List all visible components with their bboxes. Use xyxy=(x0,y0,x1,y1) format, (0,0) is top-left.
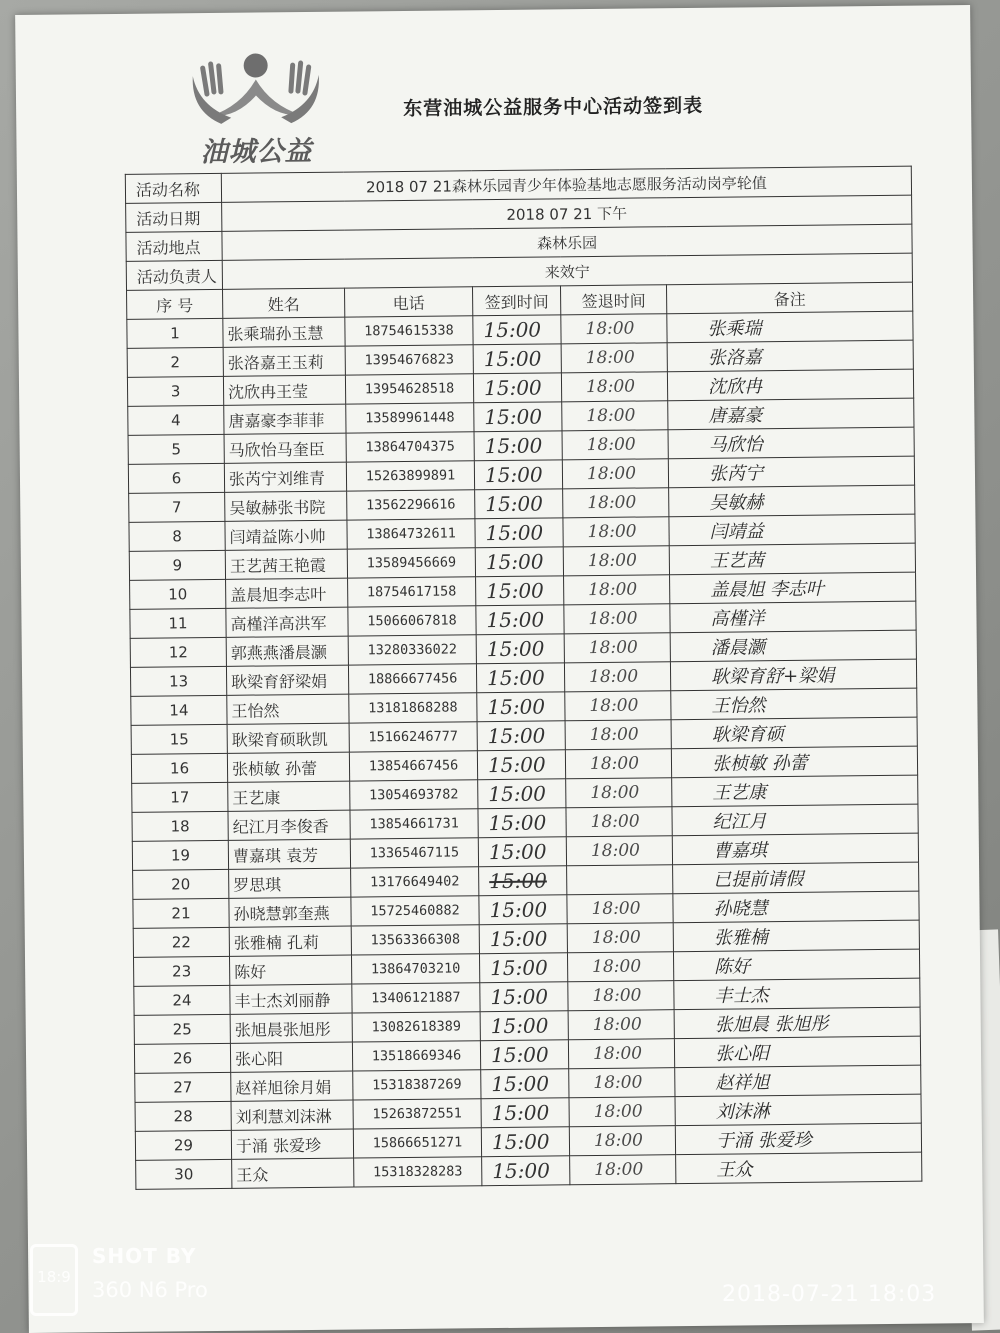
sign-out-time xyxy=(567,865,673,895)
page-title: 东营油城公益服务中心活动签到表 xyxy=(403,94,704,120)
row-number: 26 xyxy=(134,1043,230,1073)
sign-in-table xyxy=(125,166,923,1190)
remark-signature: 闫靖益 xyxy=(669,514,915,546)
remark-signature: 赵祥旭 xyxy=(675,1065,921,1097)
sign-in-time: 15:00 xyxy=(481,1069,569,1099)
info-label: 活动地点 xyxy=(126,231,222,261)
phone-number: 18754617158 xyxy=(348,577,476,607)
person-name: 张旭晨张旭彤 xyxy=(230,1013,352,1043)
row-number: 16 xyxy=(131,753,227,783)
watermark-camera-model: 360 N6 Pro xyxy=(92,1278,208,1302)
sign-out-time: 18:00 xyxy=(564,662,670,692)
remark-signature: 王艺康 xyxy=(672,775,918,807)
phone-number: 13406121887 xyxy=(352,983,480,1013)
sign-out-time: 18:00 xyxy=(567,923,673,953)
sign-out-time: 18:00 xyxy=(569,1068,675,1098)
info-label: 活动名称 xyxy=(125,173,221,203)
column-header: 电话 xyxy=(345,287,473,317)
phone-number: 13864704375 xyxy=(346,432,474,462)
sign-out-time: 18:00 xyxy=(563,546,669,576)
sign-out-time: 18:00 xyxy=(566,807,672,837)
phone-number: 13864732611 xyxy=(347,519,475,549)
sign-out-time: 18:00 xyxy=(565,720,671,750)
person-name: 耿梁育硕耿凯 xyxy=(227,723,349,753)
sign-in-time: 15:00 xyxy=(480,982,568,1012)
sign-out-time: 18:00 xyxy=(568,1010,674,1040)
sign-out-time: 18:00 xyxy=(561,343,667,373)
phone-number: 13181868288 xyxy=(349,693,477,723)
phone-number: 13518669346 xyxy=(352,1041,480,1071)
info-value: 2018 07 21森林乐园青少年体验基地志愿服务活动岗亭轮值 xyxy=(221,166,911,202)
sign-in-time: 15:00 xyxy=(473,373,561,403)
row-number: 27 xyxy=(135,1072,231,1102)
remark-signature: 曹嘉琪 xyxy=(672,833,918,865)
row-number: 11 xyxy=(130,608,226,638)
remark-signature: 孙晓慧 xyxy=(673,891,919,923)
row-number: 6 xyxy=(128,463,224,493)
sign-out-time: 18:00 xyxy=(566,836,672,866)
row-number: 12 xyxy=(130,637,226,667)
row-number: 5 xyxy=(128,434,224,464)
person-name: 王众 xyxy=(232,1158,354,1188)
row-number: 20 xyxy=(133,869,229,899)
phone-number: 13589961448 xyxy=(346,403,474,433)
remark-signature: 耿梁育硕 xyxy=(671,717,917,749)
row-number: 7 xyxy=(129,492,225,522)
person-name: 沈欣冉王莹 xyxy=(223,375,345,405)
info-label: 活动日期 xyxy=(126,202,222,232)
sign-out-time: 18:00 xyxy=(564,575,670,605)
info-value: 森林乐园 xyxy=(222,224,912,260)
phone-number: 13954676823 xyxy=(345,345,473,375)
remark-signature: 张旭晨 张旭彤 xyxy=(674,1007,920,1039)
sign-in-time: 15:00 xyxy=(476,663,564,693)
person-name: 丰士杰刘丽静 xyxy=(230,984,352,1014)
row-number: 25 xyxy=(134,1014,230,1044)
person-name: 唐嘉豪李菲菲 xyxy=(224,404,346,434)
row-number: 3 xyxy=(127,376,223,406)
person-name: 闫靖益陈小帅 xyxy=(225,520,347,550)
remark-signature: 耿梁育舒+梁娟 xyxy=(670,659,916,691)
row-number: 10 xyxy=(130,579,226,609)
watermark-time-badge: 18:9 xyxy=(30,1244,78,1316)
remark-signature: 已提前请假 xyxy=(673,862,919,894)
phone-number: 15725460882 xyxy=(351,896,479,926)
remark-signature: 陈好 xyxy=(673,949,919,981)
person-name: 吴敏赫张书院 xyxy=(225,491,347,521)
phone-number: 15263872551 xyxy=(353,1099,481,1129)
sign-in-time: 15:00 xyxy=(480,1011,568,1041)
sign-out-time: 18:00 xyxy=(569,1097,675,1127)
phone-number: 18754615338 xyxy=(345,316,473,346)
remark-signature: 张雅楠 xyxy=(673,920,919,952)
sign-in-time: 15:00 xyxy=(479,866,567,896)
person-name: 曹嘉琪 袁芳 xyxy=(228,839,350,869)
sign-in-time: 15:00 xyxy=(475,547,563,577)
info-value: 2018 07 21 下午 xyxy=(222,195,912,231)
remark-signature: 张芮宁 xyxy=(668,456,914,488)
logo-text: 油城公益 xyxy=(200,135,313,169)
remark-signature: 张桢敏 孙蕾 xyxy=(671,746,917,778)
remark-signature: 沈欣冉 xyxy=(667,369,913,401)
row-number: 4 xyxy=(128,405,224,435)
row-number: 30 xyxy=(136,1159,232,1189)
row-number: 28 xyxy=(135,1101,231,1131)
sign-out-time: 18:00 xyxy=(567,952,673,982)
remark-signature: 王怡然 xyxy=(671,688,917,720)
sign-in-time: 15:00 xyxy=(476,634,564,664)
phone-number: 15318328283 xyxy=(354,1157,482,1187)
remark-signature: 张洛嘉 xyxy=(667,340,913,372)
row-number: 18 xyxy=(132,811,228,841)
sign-in-time: 15:00 xyxy=(478,808,566,838)
sign-out-time: 18:00 xyxy=(562,459,668,489)
sign-out-time: 18:00 xyxy=(565,691,671,721)
sheet-header xyxy=(140,31,911,174)
sign-in-time: 15:00 xyxy=(481,1127,569,1157)
remark-signature: 高槿洋 xyxy=(670,601,916,633)
sign-out-time: 18:00 xyxy=(561,314,667,344)
sign-out-time: 18:00 xyxy=(561,372,667,402)
person-name: 张洛嘉王玉莉 xyxy=(223,346,345,376)
remark-signature: 马欣怡 xyxy=(668,427,914,459)
sign-in-time: 15:00 xyxy=(480,1040,568,1070)
phone-number: 13954628518 xyxy=(345,374,473,404)
sign-in-time: 15:00 xyxy=(479,924,567,954)
phone-number: 13864703210 xyxy=(351,954,479,984)
person-name: 王艺茜王艳霞 xyxy=(225,549,347,579)
sign-out-time: 18:00 xyxy=(569,1126,675,1156)
row-number: 24 xyxy=(134,985,230,1015)
sign-in-time: 15:00 xyxy=(482,1156,570,1186)
sign-out-time: 18:00 xyxy=(563,517,669,547)
phone-number: 13054693782 xyxy=(350,780,478,810)
remark-signature: 唐嘉豪 xyxy=(668,398,914,430)
row-number: 29 xyxy=(135,1130,231,1160)
sign-in-time: 15:00 xyxy=(473,315,561,345)
column-header: 姓名 xyxy=(223,288,345,318)
sign-out-time: 18:00 xyxy=(564,604,670,634)
sign-in-time: 15:00 xyxy=(478,837,566,867)
remark-signature: 纪江月 xyxy=(672,804,918,836)
column-header: 序 号 xyxy=(127,289,223,319)
person-name: 张雅楠 孔莉 xyxy=(229,926,351,956)
phone-number: 13562296616 xyxy=(347,490,475,520)
remark-signature: 张心阳 xyxy=(674,1036,920,1068)
remark-signature: 王众 xyxy=(676,1152,922,1184)
phone-number: 15066067818 xyxy=(348,606,476,636)
remark-signature: 于涌 张爱珍 xyxy=(675,1123,921,1155)
row-number: 19 xyxy=(132,840,228,870)
phone-number: 15263899891 xyxy=(346,461,474,491)
watermark-shot-by: SHOT BY xyxy=(92,1244,197,1268)
phone-number: 13082618389 xyxy=(352,1012,480,1042)
sign-out-time: 18:00 xyxy=(570,1155,676,1185)
row-number: 15 xyxy=(131,724,227,754)
phone-number: 13854661731 xyxy=(350,809,478,839)
row-number: 1 xyxy=(127,318,223,348)
person-name: 于涌 张爱珍 xyxy=(231,1129,353,1159)
remark-signature: 吴敏赫 xyxy=(669,485,915,517)
person-name: 陈好 xyxy=(229,955,351,985)
person-name: 王怡然 xyxy=(227,694,349,724)
sign-in-time: 15:00 xyxy=(474,402,562,432)
person-name: 郭燕燕潘晨灏 xyxy=(226,636,348,666)
row-number: 22 xyxy=(133,927,229,957)
person-name: 王艺康 xyxy=(228,781,350,811)
sign-out-time: 18:00 xyxy=(562,430,668,460)
person-name: 高槿洋高洪军 xyxy=(226,607,348,637)
row-number: 13 xyxy=(130,666,226,696)
row-number: 2 xyxy=(127,347,223,377)
sign-in-time: 15:00 xyxy=(474,431,562,461)
phone-number: 13563366308 xyxy=(351,925,479,955)
sign-in-time: 15:00 xyxy=(478,779,566,809)
person-name: 盖晨旭李志叶 xyxy=(226,578,348,608)
column-header: 签退时间 xyxy=(560,285,666,315)
sign-in-time: 15:00 xyxy=(477,721,565,751)
person-name: 马欣怡马奎臣 xyxy=(224,433,346,463)
row-number: 8 xyxy=(129,521,225,551)
sign-out-time: 18:00 xyxy=(564,633,670,663)
person-name: 张乘瑞孙玉慧 xyxy=(223,317,345,347)
person-name: 耿梁育舒梁娟 xyxy=(226,665,348,695)
person-name: 张桢敏 孙蕾 xyxy=(227,752,349,782)
phone-number: 13365467115 xyxy=(350,838,478,868)
phone-number: 15166246777 xyxy=(349,722,477,752)
sign-in-time: 15:00 xyxy=(475,518,563,548)
row-number: 23 xyxy=(133,956,229,986)
sign-in-time: 15:00 xyxy=(479,895,567,925)
hands-heart-icon xyxy=(180,45,331,137)
sign-in-time: 15:00 xyxy=(475,489,563,519)
sign-out-time: 18:00 xyxy=(562,401,668,431)
remark-signature: 张乘瑞 xyxy=(667,311,913,343)
column-header: 签到时间 xyxy=(472,286,560,316)
sign-in-time: 15:00 xyxy=(473,344,561,374)
phone-number: 13589456669 xyxy=(347,548,475,578)
remark-signature: 刘沫淋 xyxy=(675,1094,921,1126)
phone-number: 13280336022 xyxy=(348,635,476,665)
row-number: 17 xyxy=(132,782,228,812)
watermark-datetime: 2018-07-21 18:03 xyxy=(722,1282,937,1307)
person-name: 张心阳 xyxy=(230,1042,352,1072)
sign-in-time: 15:00 xyxy=(479,953,567,983)
person-name: 张芮宁刘维青 xyxy=(224,462,346,492)
info-label: 活动负责人 xyxy=(126,260,222,290)
sign-out-time: 18:00 xyxy=(566,778,672,808)
sign-out-time: 18:00 xyxy=(568,1039,674,1069)
sign-out-time: 18:00 xyxy=(563,488,669,518)
row-number: 14 xyxy=(131,695,227,725)
phone-number: 15318387269 xyxy=(353,1070,481,1100)
phone-number: 18866677456 xyxy=(348,664,476,694)
remark-signature: 丰士杰 xyxy=(674,978,920,1010)
sign-out-time: 18:00 xyxy=(565,749,671,779)
charity-logo xyxy=(180,45,331,167)
phone-number: 13176649402 xyxy=(351,867,479,897)
column-header: 备注 xyxy=(666,282,912,314)
phone-number: 13854667456 xyxy=(349,751,477,781)
info-value: 来效宁 xyxy=(222,253,912,289)
remark-signature: 潘晨灏 xyxy=(670,630,916,662)
person-name: 纪江月李俊香 xyxy=(228,810,350,840)
sign-out-time: 18:00 xyxy=(567,894,673,924)
sign-in-time: 15:00 xyxy=(474,460,562,490)
sign-in-time: 15:00 xyxy=(477,750,565,780)
row-number: 9 xyxy=(129,550,225,580)
sign-in-time: 15:00 xyxy=(476,605,564,635)
person-name: 刘利慧刘沫淋 xyxy=(231,1100,353,1130)
remark-signature: 王艺茜 xyxy=(669,543,915,575)
sign-in-time: 15:00 xyxy=(477,692,565,722)
person-name: 罗思琪 xyxy=(229,868,351,898)
sign-in-time: 15:00 xyxy=(481,1098,569,1128)
person-name: 孙晓慧郭奎燕 xyxy=(229,897,351,927)
phone-number: 15866651271 xyxy=(353,1128,481,1158)
remark-signature: 盖晨旭 李志叶 xyxy=(670,572,916,604)
sign-in-sheet xyxy=(15,5,984,1333)
row-number: 21 xyxy=(133,898,229,928)
sign-in-time: 15:00 xyxy=(476,576,564,606)
sign-out-time: 18:00 xyxy=(568,981,674,1011)
person-name: 赵祥旭徐月娟 xyxy=(231,1071,353,1101)
